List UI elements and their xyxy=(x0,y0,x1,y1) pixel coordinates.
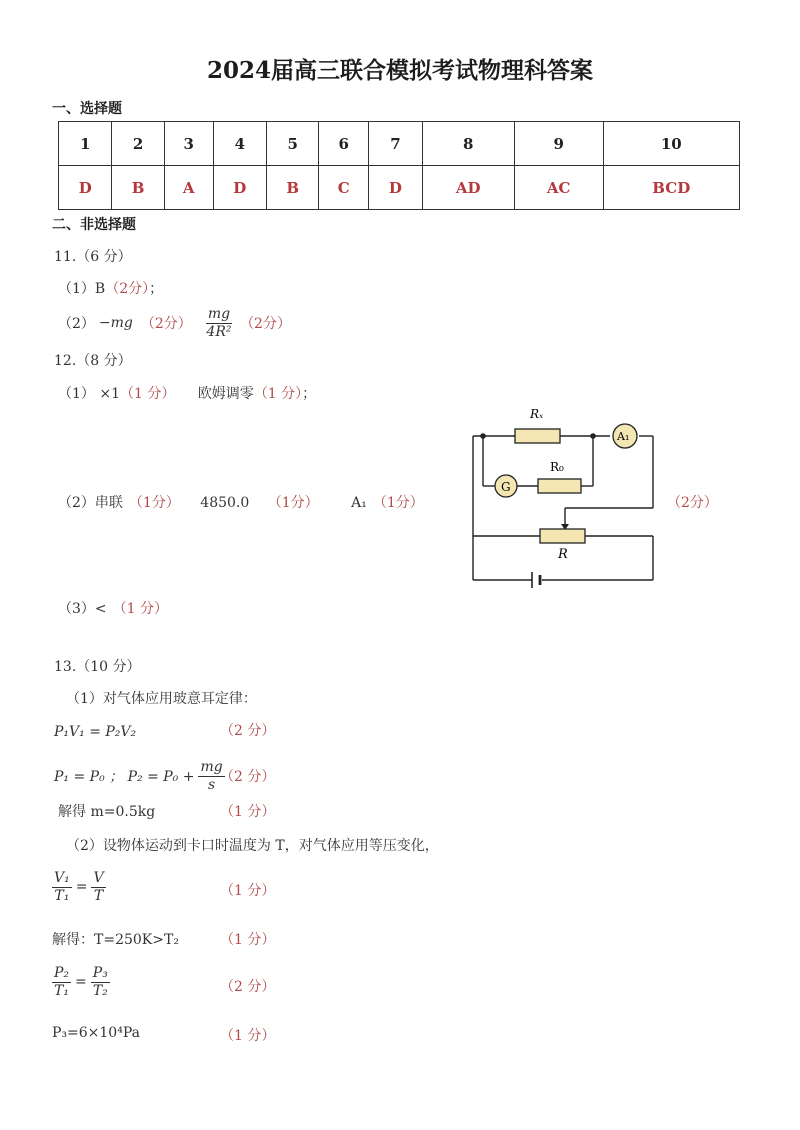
answer-cell: BCD xyxy=(603,166,739,210)
q13-eq3 xyxy=(52,866,106,908)
q12-part3-answer: （3）< xyxy=(58,601,107,617)
question-number: 2 xyxy=(112,122,164,166)
section-choice-heading: 一、选择题 xyxy=(52,101,122,117)
question-number: 4 xyxy=(213,122,266,166)
q13-eq3-left xyxy=(52,870,72,905)
q13-solution2-score: （1 分） xyxy=(220,932,276,948)
rheostat xyxy=(540,529,585,543)
page-title: 2024届高三联合模拟考试物理科答案 xyxy=(206,57,593,84)
q13-eq3-score: （1 分） xyxy=(220,883,276,899)
q13-solution2: 解得：T=250K>T₂ xyxy=(52,932,179,948)
choice-answer-table xyxy=(58,121,740,210)
question-number: 6 xyxy=(319,122,369,166)
q13-part1-intro: （1）对气体应用玻意耳定律： xyxy=(66,691,257,707)
q11-part2-expr: −mg xyxy=(98,315,133,331)
equals-sign: = xyxy=(75,879,88,895)
question-number: 8 xyxy=(422,122,514,166)
q13-part2-intro: （2）设物体运动到卡口时温度为 T，对气体应用等压变化， xyxy=(66,838,439,854)
q11-part1-end: ； xyxy=(149,281,164,297)
q13-eq4-left xyxy=(52,965,71,1000)
q11-part1 xyxy=(58,278,163,298)
fraction-denominator: s xyxy=(208,776,216,793)
q12-header: 12.（8 分） xyxy=(54,353,132,369)
label-a1: A₁ xyxy=(617,430,630,443)
answer-cell: D xyxy=(369,166,422,210)
fraction-denominator: T₁ xyxy=(54,982,69,999)
resistor-r0 xyxy=(538,479,581,493)
question-number: 5 xyxy=(267,122,319,166)
fraction-denominator: T xyxy=(93,887,104,904)
q13-eq4-score: （2 分） xyxy=(220,979,276,995)
q12-part2-answer: （2）串联 xyxy=(58,495,123,511)
q12-part2-score1: （1分） xyxy=(128,495,180,511)
q13-eq2 xyxy=(54,756,225,796)
q12-part1-score2: （1 分） xyxy=(253,386,303,402)
q13-header: 13.（10 分） xyxy=(54,659,141,675)
q13-eq2-text: P₁ = P₀ ； P₂ = P₀ + xyxy=(54,769,195,785)
q11-part1-answer: （1）B xyxy=(58,281,106,297)
q12-diagram-score: （2分） xyxy=(667,495,718,511)
circuit-diagram xyxy=(460,398,660,594)
fraction-numerator: P₂ xyxy=(54,964,70,981)
q12-part1-answer: （1） ×1 xyxy=(58,386,120,402)
question-number: 3 xyxy=(164,122,213,166)
q11-part2-label: （2） xyxy=(58,316,95,332)
q13-solution1-score: （1 分） xyxy=(220,804,276,820)
q12-part1-end: ； xyxy=(302,386,317,402)
fraction-numerator: V₁ xyxy=(54,869,70,886)
fraction-denominator: T₁ xyxy=(54,887,70,904)
q11-part1-score: （2分） xyxy=(105,281,150,297)
label-r: R xyxy=(558,547,568,562)
answer-cell: C xyxy=(319,166,369,210)
answer-cell: AC xyxy=(514,166,603,210)
q13-eq3-right xyxy=(91,870,105,905)
q11-part2-fraction xyxy=(206,306,232,341)
label-rx: Rₓ xyxy=(530,407,544,421)
q12-part1 xyxy=(58,383,316,403)
question-number: 7 xyxy=(369,122,422,166)
q12-part2-score3: （1分） xyxy=(372,495,424,511)
q12-part2-item3: A₁ xyxy=(351,495,367,511)
resistor-rx xyxy=(515,429,560,443)
fraction-numerator: mg xyxy=(200,758,223,775)
answer-cell: A xyxy=(164,166,213,210)
answer-cell: B xyxy=(267,166,319,210)
question-number: 9 xyxy=(514,122,603,166)
fraction-denominator: T₂ xyxy=(92,982,108,999)
q11-part2 xyxy=(58,303,291,343)
question-number: 10 xyxy=(603,122,739,166)
answer-cell: AD xyxy=(422,166,514,210)
q12-part1-score1: （1 分） xyxy=(120,386,176,402)
answer-cell: D xyxy=(213,166,266,210)
q13-solution3: P₃=6×10⁴Pa xyxy=(52,1025,140,1041)
q13-eq2-score: （2 分） xyxy=(220,769,276,785)
fraction-numerator: V xyxy=(93,869,104,886)
label-g: G xyxy=(501,480,511,494)
answer-cell: B xyxy=(112,166,164,210)
q13-eq1-score: （2 分） xyxy=(220,723,276,739)
answer-cell: D xyxy=(59,166,112,210)
q13-solution1: 解得 m=0.5kg xyxy=(58,804,156,820)
q12-part3-score: （1 分） xyxy=(112,601,168,617)
fraction-numerator: P₃ xyxy=(92,964,108,981)
q12-part2-value: 4850.0 xyxy=(200,495,250,511)
label-r0: R₀ xyxy=(550,460,564,474)
question-number: 1 xyxy=(59,122,112,166)
q12-part2-score2: （1分） xyxy=(267,495,319,511)
q13-solution3-score: （1 分） xyxy=(220,1028,276,1044)
fraction-numerator: mg xyxy=(207,305,231,322)
answer-row xyxy=(59,166,740,210)
q13-eq1: P₁V₁ = P₂V₂ xyxy=(54,724,137,740)
q11-part2-score1: （2分） xyxy=(140,316,192,332)
question-number-row xyxy=(59,122,740,166)
fraction-denominator: 4R² xyxy=(206,323,232,340)
section-nonchoice-heading: 二、非选择题 xyxy=(52,217,136,233)
q11-header: 11.（6 分） xyxy=(54,249,132,265)
q12-part2 xyxy=(58,492,424,512)
q13-eq4-right xyxy=(91,965,110,1000)
q12-part3 xyxy=(58,598,168,618)
equals-sign: = xyxy=(75,974,87,990)
q11-part2-score2: （2分） xyxy=(240,316,291,332)
q12-part1-answer2: 欧姆调零 xyxy=(197,386,254,402)
q13-eq4 xyxy=(52,960,110,1004)
